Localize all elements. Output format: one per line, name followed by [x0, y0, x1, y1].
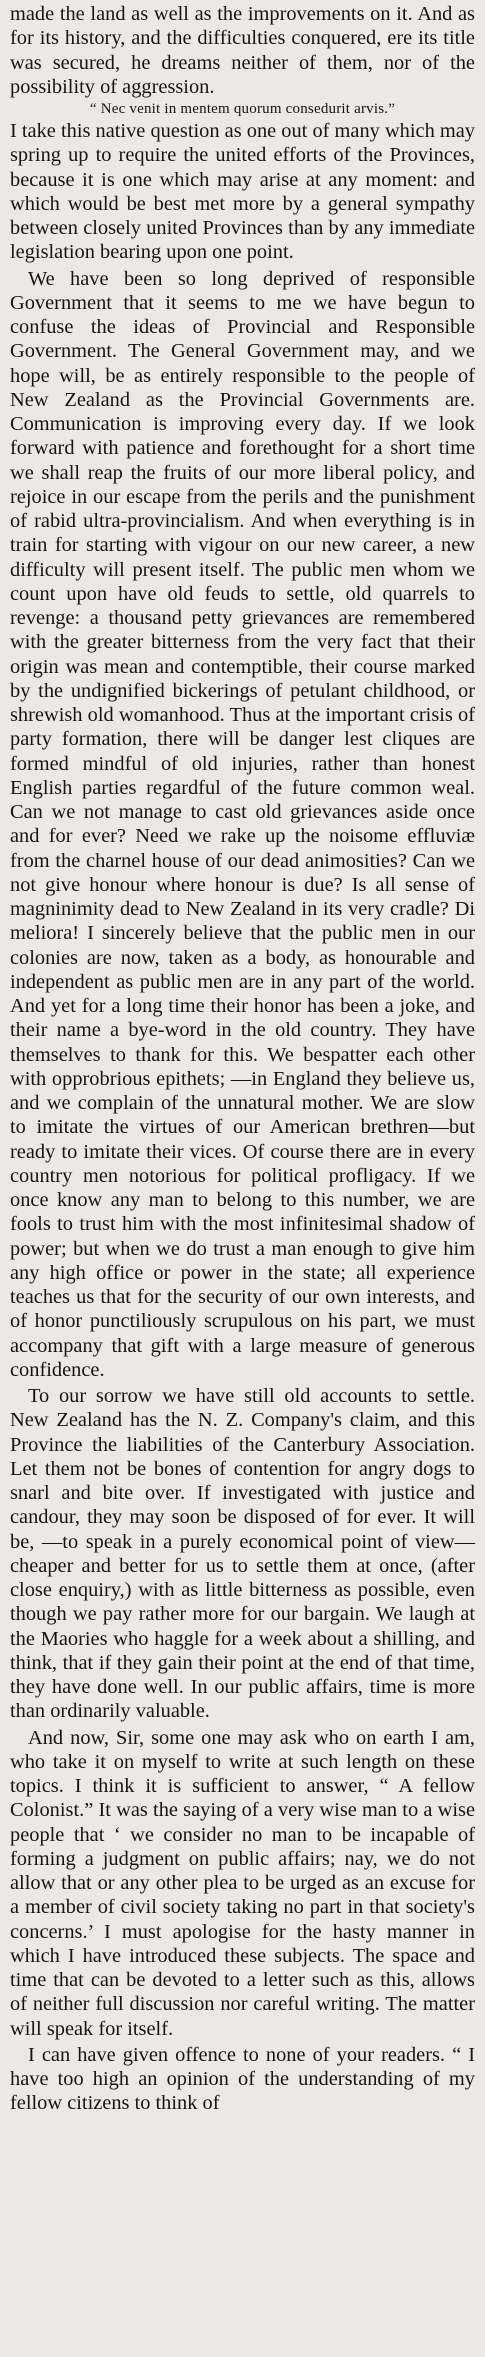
paragraph-closing: I can have given offence to none of your readers. “ I have too high an opinion of the understanding of my fellow citizens to think of: [10, 2043, 475, 2115]
paragraph-fellow-colonist: And now, Sir, some one may ask who on earth I am, who take it on myself to write at such length on these topics. I think it is sufficient to answer, “ A fellow Colonist.” It was the saying of a very wise man to a wise people that ‘ we consider no man to be incapable of forming a judgment on public affairs; nay, we do not allow that or any other plea to be urged as an excuse for a member of civil society taking no part in that society's concerns.’ I must apologise for the hasty manner in which I have introduced these subjects. The space and time that can be devoted to a letter such as this, allows of neither full discussion nor careful writing. The matter will speak for itself.: [10, 1726, 475, 2040]
paragraph-old-accounts: To our sorrow we have still old accounts to settle. New Zealand has the N. Z. Company's claim, and this Province the liabilities of the Canterbury Association. Let them not be bones of contention for angry dogs to snarl and bite over. If investigated with justice and candour, they may soon be disposed of for ever. It will be, —to speak in a purely economical point of view—cheaper and better for us to settle them at once, (after close enquiry,) with as little bitterness as possible, even though we pay rather more for our bargain. We laugh at the Maories who haggle for a week about a shilling, and think, that if they gain their point at the end of that time, they have done well. In our public affairs, time is more than ordinarily valuable.: [10, 1385, 475, 1723]
latin-quotation: “ Nec venit in mentem quorum consedurit arvis.”: [89, 101, 396, 117]
paragraph-responsible-government: We have been so long deprived of responsible Government that it seems to me we have begun to confuse the ideas of Provincial and Responsible Government. The General Government may, and we hope will, be as entirely responsible to the people of New Zealand as the Provincial Governments are. Communication is improving every day. If we look forward with patience and forethought for a short time we shall reap the fruits of our more liberal policy, and rejoice in our escape from the perils and the punishment of rabid ultra-provincialism. And when everything is in train for starting with vigour on our new career, a new difficulty will present itself. The public men whom we count upon have old feuds to settle, old quarrels to revenge: a thousand petty grievances are remembered with the greater bitterness from the very fact that their origin was mean and contemptible, their course marked by the undignified bickerings of petulant childhood, or shrewish old womanhood. Thus at the important crisis of party formation, there will be danger lest cliques are formed mindful of old injuries, rather than honest English parties regardful of the future common weal. Can we not manage to cast old grievances aside once and for ever? Need we rake up the noisome effluviæ from the charnel house of our dead animosities? Can we not give honour where honour is due? Is all sense of magninimity dead to New Zealand in its very cradle? Di meliora! I sincerely believe that the public men in our colonies are now, taken as a body, as honourable and independent as public men are in any part of the world. And yet for a long time their honor has been a joke, and their name a bye-word in the old country. They have themselves to thank for this. We bespatter each other with opprobrious epithets; —in England they believe us, and we complain of the unnatural mother. We are slow to imitate the virtues of our American brethren—but ready to imitate their vices. Of course there are in every country men notorious for political profligacy. If we once know any man to belong to this number, we are fools to trust him with the most infinitesimal shadow of power; but when we do trust a man enough to give him any high office or power in the state; all experience teaches us that for the security of our own interests, and of honor punctiliously scrupulous on his part, we must accompany that gift with a large measure of generous confidence.: [10, 267, 475, 1381]
paragraph-native-question: I take this native question as one out of many which may spring up to require the united efforts of the Provinces, because it is one which may arise at any moment: and which would be best met more by a general sympathy between closely united Provinces than by any immediate legislation bearing upon one point.: [10, 120, 475, 264]
opening-paragraph: made the land as well as the improvements on it. And as for its history, and the difficulties conquered, ere its title was secured, he dreams neither of them, nor of the possibility of aggression.: [10, 3, 475, 98]
